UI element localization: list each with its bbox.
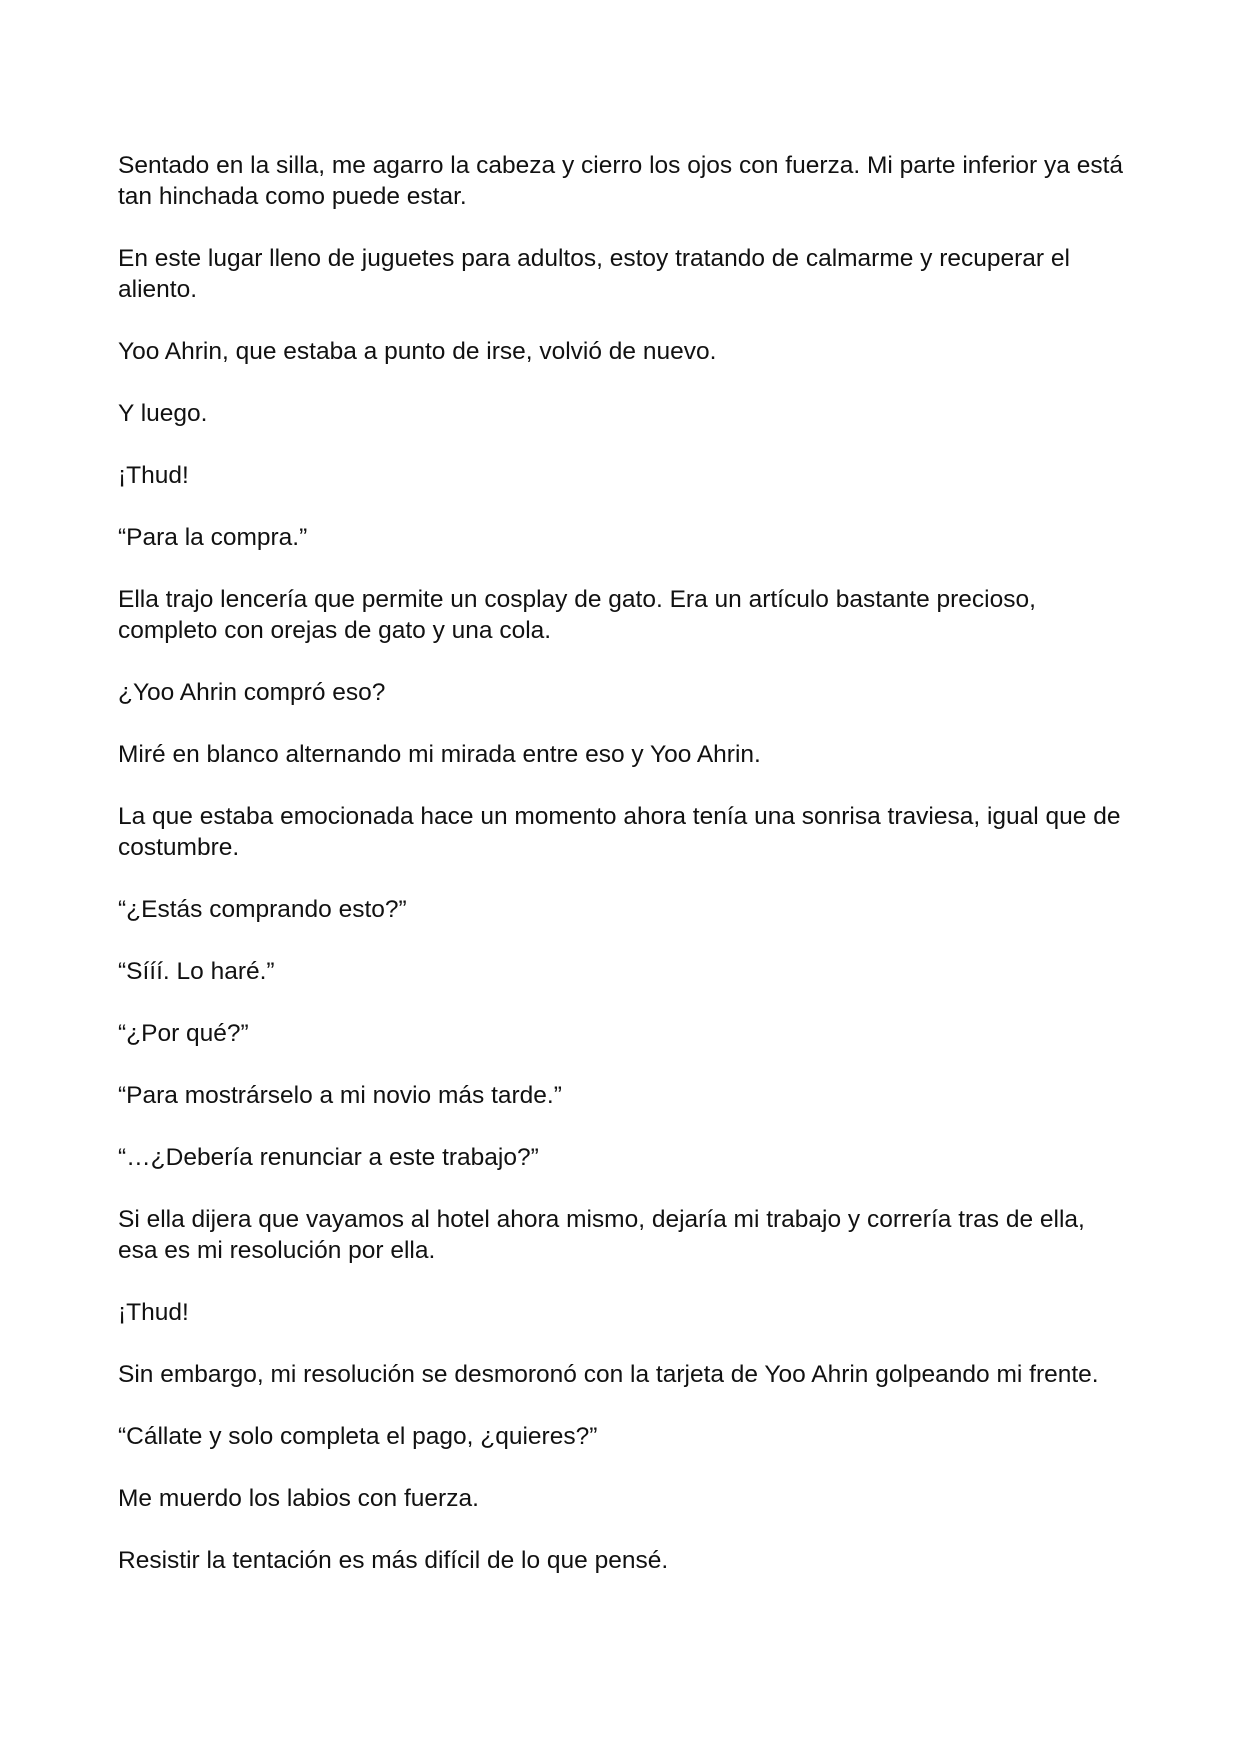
paragraph-17: ¡Thud! <box>118 1299 189 1326</box>
paragraph-18: Sin embargo, mi resolución se desmoronó con la tarjeta de Yoo Ahrin golpeando mi frente. <box>118 1361 1099 1388</box>
paragraph-4: Y luego. <box>118 400 208 427</box>
paragraph-19: “Cállate y solo completa el pago, ¿quieres?” <box>118 1423 598 1450</box>
paragraph-12: “Sííí. Lo haré.” <box>118 958 275 985</box>
paragraph-14: “Para mostrárselo a mi novio más tarde.” <box>118 1082 562 1109</box>
paragraph-10: La que estaba emocionada hace un momento ahora tenía una sonrisa traviesa, igual que de costumbre. <box>118 803 1121 861</box>
paragraph-8: ¿Yoo Ahrin compró eso? <box>118 679 386 706</box>
paragraph-11: “¿Estás comprando esto?” <box>118 896 407 923</box>
paragraph-2: En este lugar lleno de juguetes para adultos, estoy tratando de calmarme y recuperar el aliento. <box>118 245 1070 303</box>
paragraph-20: Me muerdo los labios con fuerza. <box>118 1485 479 1512</box>
paragraph-1: Sentado en la silla, me agarro la cabeza y cierro los ojos con fuerza. Mi parte inferior ya está tan hinchada como puede estar. <box>118 152 1124 210</box>
paragraph-7: Ella trajo lencería que permite un cosplay de gato. Era un artículo bastante precioso, completo con orejas de gato y una cola. <box>118 586 1036 644</box>
paragraph-9: Miré en blanco alternando mi mirada entre eso y Yoo Ahrin. <box>118 741 761 768</box>
paragraph-15: “…¿Debería renunciar a este trabajo?” <box>118 1144 539 1171</box>
paragraph-6: “Para la compra.” <box>118 524 308 551</box>
paragraph-13: “¿Por qué?” <box>118 1020 249 1047</box>
paragraph-21: Resistir la tentación es más difícil de lo que pensé. <box>118 1547 669 1574</box>
document-body <box>118 150 1128 1607</box>
paragraph-5: ¡Thud! <box>118 462 189 489</box>
paragraph-16: Si ella dijera que vayamos al hotel ahora mismo, dejaría mi trabajo y correría tras de ella, esa es mi resolución por ella. <box>118 1206 1085 1264</box>
paragraph-3: Yoo Ahrin, que estaba a punto de irse, volvió de nuevo. <box>118 338 717 365</box>
